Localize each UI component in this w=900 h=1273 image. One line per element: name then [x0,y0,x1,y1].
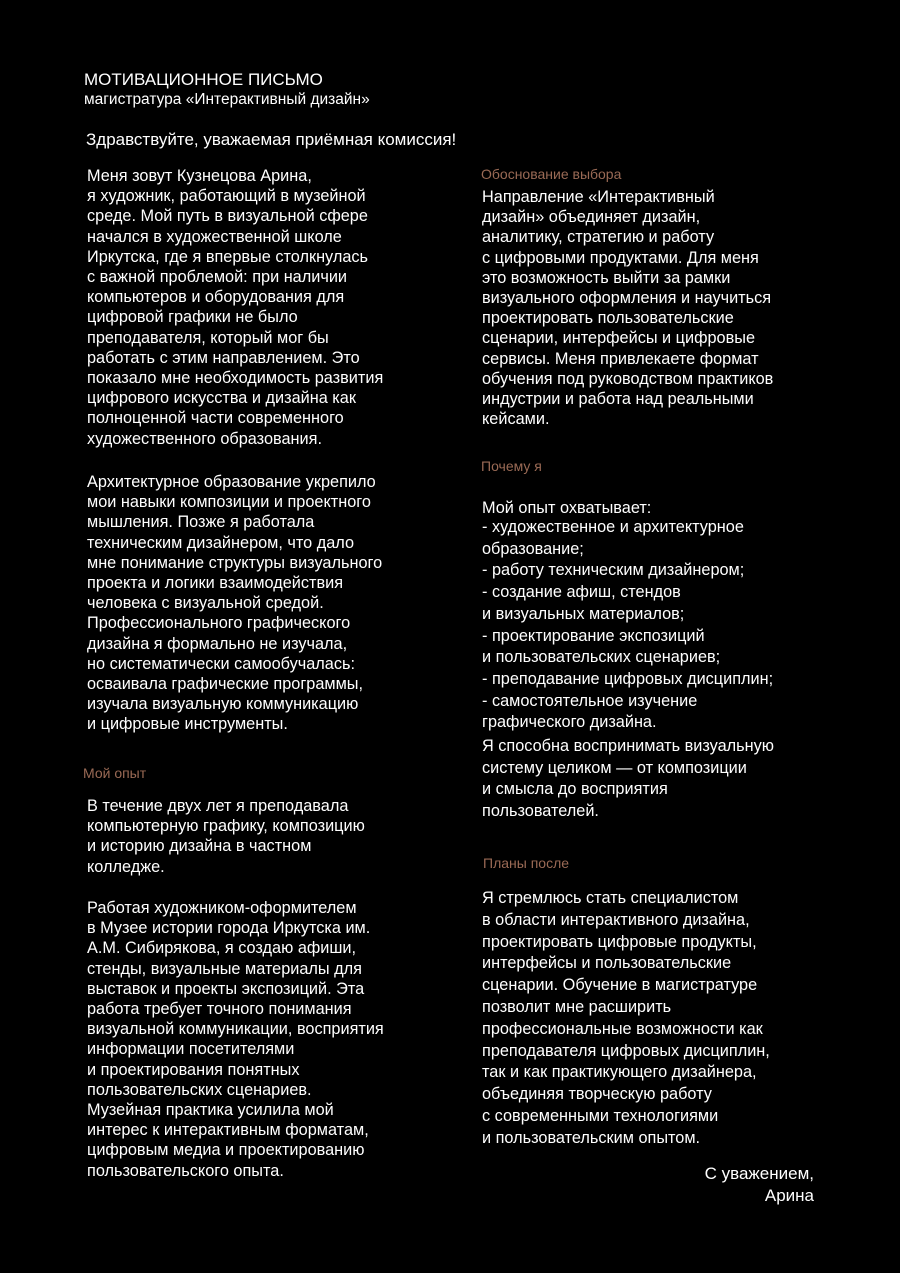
intro-paragraph: Меня зовут Кузнецова Арина, я художник, работающий в музейной среде. Мой путь в визуальной сфере начался в художественной школе Иркутска, где я впервые столкнулась с важной проблемой: при наличии компьютеров и оборудования для цифровой графики не было преподавателя, который мог бы работать с этим направлением. Это показало мне необходимость развития цифрового искусства и дизайна как полноценной части современного художественного образования. [87,167,384,448]
museum-paragraph: Работая художником-оформителем в Музее истории города Иркутска им. А.М. Сибирякова, я создаю афиши, стенды, визуальные материалы для выставок и проекты экспозиций. Эта работа требует точного понимания визуальной коммуникации, восприятия информации посетителями и проектирования понятных пользовательских сценариев. Музейная практика усилила мой интерес к интерактивным форматам, цифровым медиа и проектированию пользовательского опыта. [87,899,384,1180]
closing-signature [705,1163,814,1207]
document-subtitle: магистратура «Интерактивный дизайн» [84,91,370,108]
why-me-heading: Почему я [481,458,542,474]
document-title: МОТИВАЦИОННОЕ ПИСЬМО [84,70,323,89]
teaching-paragraph: В течение двух лет я преподавала компьютерную графику, композицию и историю дизайна в частном колледже. [87,797,365,876]
why-me-list: - художественное и архитектурное образование; - работу техническим дизайнером; - создание афиш, стендов и визуальных материалов; - проектирование экспозиций и пользовательских сценариев; - преподавание цифровых дисциплин; - самостоятельное изучение графического дизайна. [482,518,774,732]
why-me-conclusion: Я способна воспринимать визуальную систему целиком — от композиции и смысла до восприятия пользователей. [482,737,774,820]
closing-regards: С уважением, [704,1164,814,1183]
experience-heading: Мой опыт [83,765,147,781]
choice-heading: Обоснование выбора [481,166,622,182]
greeting: Здравствуйте, уважаемая приёмная комиссия! [86,130,457,149]
plans-heading: Планы после [483,855,570,871]
signature-name: Арина [764,1186,814,1205]
why-me-intro: Мой опыт охватывает: [482,499,652,517]
choice-paragraph: Направление «Интерактивный дизайн» объединяет дизайн, аналитику, стратегию и работу с цифровыми продуктами. Для меня это возможность выйти за рамки визуального оформления и научиться проектировать пользовательские сценарии, интерфейсы и цифровые сервисы. Меня привлекаете формат обучения под руководством практиков индустрии и работа над реальными кейсами. [482,188,774,429]
plans-paragraph: Я стремлюсь стать специалистом в области интерактивного дизайна, проектировать цифровые продукты, интерфейсы и пользовательские сценарии. Обучение в магистратуре позволит мне расширить профессиональные возможности как преподавателя цифровых дисциплин, так и как практикующего дизайнера, объединяя творческую работу с современными технологиями и пользовательским опытом. [482,889,770,1147]
architecture-paragraph: Архитектурное образование укрепило мои навыки композиции и проектного мышления. Позже я работала техническим дизайнером, что дало мне понимание структуры визуального проекта и логики взаимодействия человека с визуальной средой. Профессионального графического дизайна я формально не изучала, но систематически самообучалась: осваивала графические программы, изучала визуальную коммуникацию и цифровые инструменты. [87,473,383,734]
